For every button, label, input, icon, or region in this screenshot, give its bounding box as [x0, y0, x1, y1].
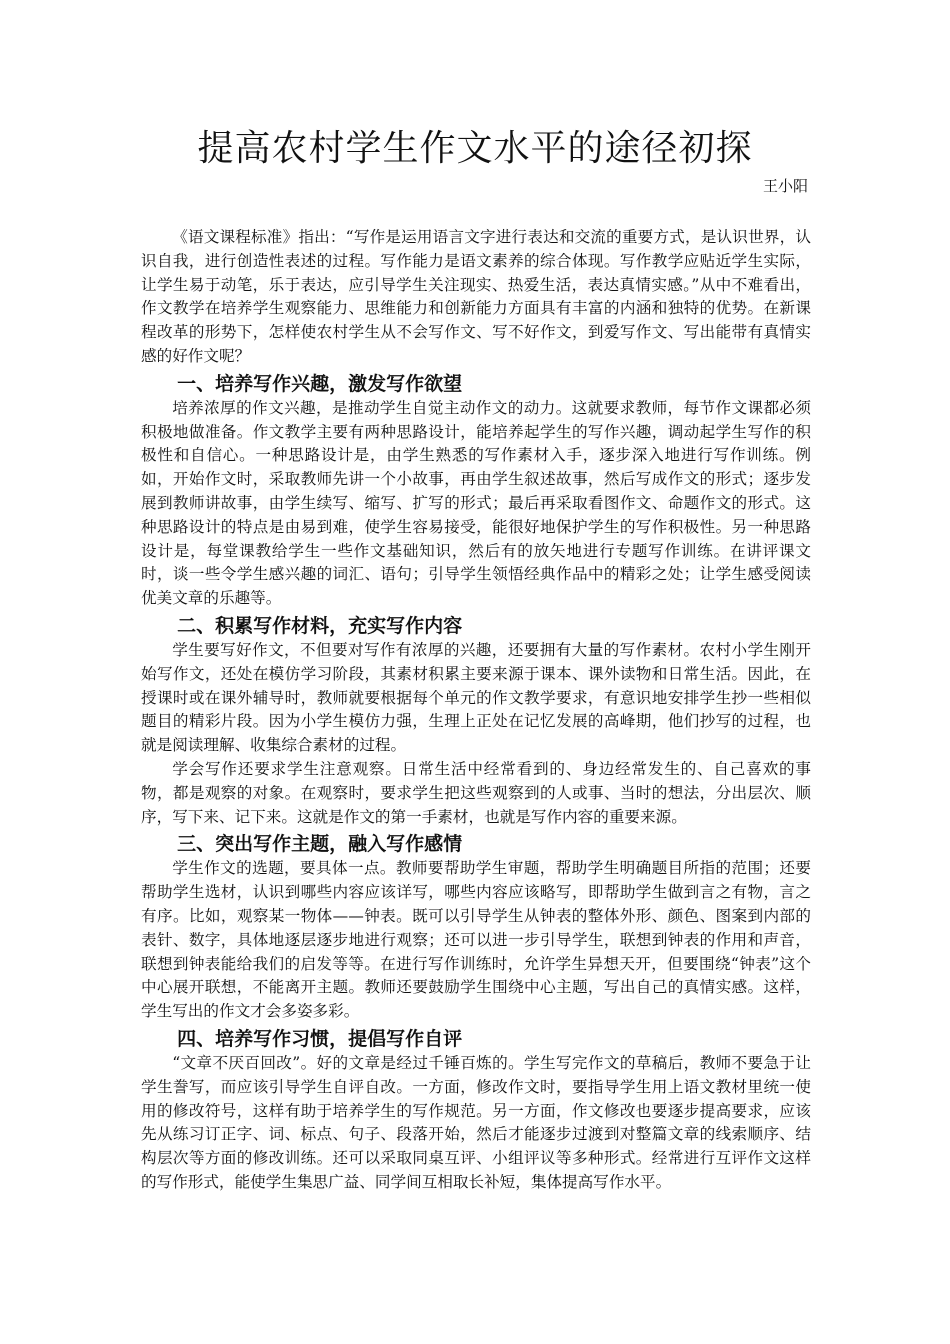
section-heading: 四、培养写作习惯，提倡写作自评	[177, 1027, 463, 1050]
section-paragraph: “文章不厌百回改”。好的文章是经过千锤百炼的。学生写完作文的草稿后，教师不要急于让学生誊写，而应该引导学生自评自改。一方面，修改作文时，要指导学生用上语文教材里统一使用的修改符号，这样有助于培养学生的写作规范。另一方面，作文修改也要逐步提高要求，应该先从练习订正字、词、标点、句子、段落开始，然后才能逐步过渡到对整篇文章的线索顺序、结构层次等方面的修改训练。还可以采取同桌互评、小组评议等多种形式。经常进行互评作文这样的写作形式，能使学生集思广益、同学间互相取长补短，集体提高写作水平。	[141, 1053, 811, 1191]
document-body	[141, 226, 811, 1195]
section-3	[141, 831, 811, 1024]
section-paragraph: 学生要写好作文，不但要对写作有浓厚的兴趣，还要拥有大量的写作素材。农村小学生刚开始写作文，还处在模仿学习阶段，其素材积累主要来源于课本、课外读物和日常生活。因此，在授课时或在课外辅导时，教师就要根据每个单元的作文教学要求，有意识地安排学生抄一些相似题目的精彩片段。因为小学生模仿力强，生理上正处在记忆发展的高峰期，他们抄写的过程，也就是阅读理解、收集综合素材的过程。	[141, 640, 811, 755]
section-paragraph: 学生作文的选题，要具体一点。教师要帮助学生审题，帮助学生明确题目所指的范围；还要帮助学生选材，认识到哪些内容应该详写，哪些内容应该略写，即帮助学生做到言之有物，言之有序。比如，观察某一物体——钟表。既可以引导学生从钟表的整体外形、颜色、图案到内部的表针、数字，具体地逐层逐步地进行观察；还可以进一步引导学生，联想到钟表的作用和声音，联想到钟表能给我们的启发等等。在进行写作训练时，允许学生异想天开，但要围绕“钟表”这个中心展开联想，不能离开主题。教师还要鼓励学生围绕中心主题，写出自己的真情实感。这样，学生写出的作文才会多姿多彩。	[141, 859, 811, 1021]
section-paragraph: 学会写作还要求学生注意观察。日常生活中经常看到的、身边经常发生的、自己喜欢的事物，都是观察的对象。在观察时，要求学生把这些观察到的人或事、当时的想法，分出层次、顺序，写下来、记下来。这就是作文的第一手素材，也就是写作内容的重要来源。	[141, 759, 811, 826]
section-heading: 三、突出写作主题，融入写作感情	[177, 833, 463, 856]
section-2	[141, 613, 811, 829]
author-name: 王小阳	[762, 177, 808, 195]
section-paragraph: 培养浓厚的作文兴趣，是推动学生自觉主动作文的动力。这就要求教师，每节作文课都必须积极地做准备。作文教学主要有两种思路设计，能培养起学生的写作兴趣，调动起学生写作的积极性和自信心。一种思路设计是，由学生熟悉的写作素材入手，逐步深入地进行写作训练。例如，开始作文时，采取教师先讲一个小故事，再由学生叙述故事，然后写成作文的形式；逐步发展到教师讲故事，由学生续写、缩写、扩写的形式；最后再采取看图作文、命题作文的形式。这种思路设计的特点是由易到难，使学生容易接受，能很好地保护学生的写作积极性。另一种思路设计是，每堂课教给学生一些作文基础知识，然后有的放矢地进行专题写作训练。在讲评课文时，谈一些令学生感兴趣的词汇、语句；引导学生领悟经典作品中的精彩之处；让学生感受阅读优美文章的乐趣等。	[141, 398, 811, 608]
section-heading: 一、培养写作兴趣，激发写作欲望	[177, 372, 463, 395]
section-heading: 二、积累写作材料，充实写作内容	[177, 614, 463, 637]
section-4	[141, 1026, 811, 1195]
section-1	[141, 371, 811, 611]
document-title: 提高农村学生作文水平的途径初探	[197, 128, 753, 169]
intro-paragraph: 《语文课程标准》指出：“写作是运用语言文字进行表达和交流的重要方式，是认识世界，认识自我，进行创造性表述的过程。写作能力是语文素养的综合体现。写作教学应贴近学生实际，让学生易于动笔，乐于表达，应引导学生关注现实、热爱生活，表达真情实感。”从中不难看出，作文教学在培养学生观察能力、思维能力和创新能力方面具有丰富的内涵和独特的优势。在新课程改革的形势下，怎样使农村学生从不会写作文、写不好作文，到爱写作文、写出能带有真情实感的好作文呢？	[141, 228, 811, 365]
